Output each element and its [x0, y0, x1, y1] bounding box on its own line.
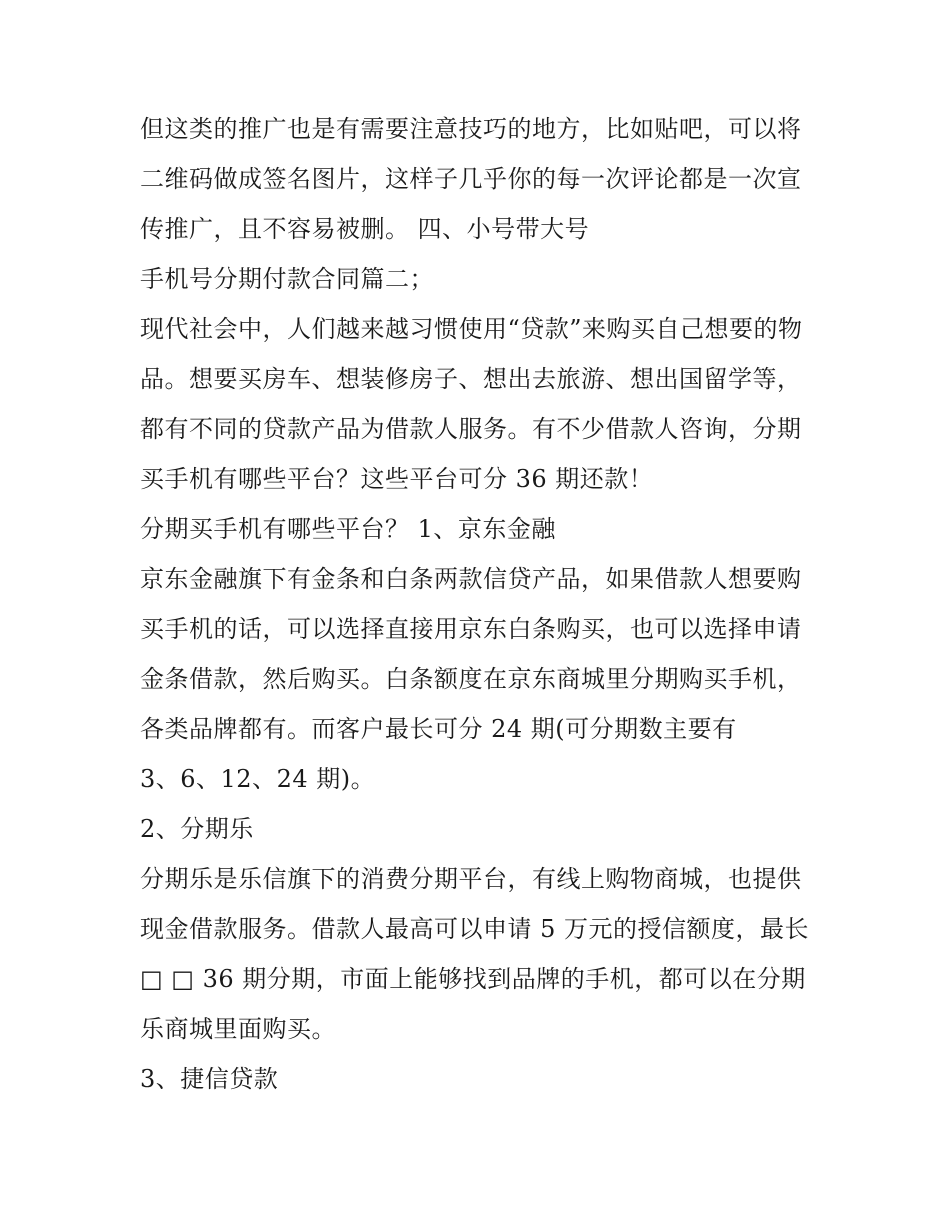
- text-line: □ □ 36 期分期，市面上能够找到品牌的手机，都可以在分期: [140, 965, 806, 993]
- text-line: 京东金融旗下有金条和白条两款信贷产品，如果借款人想要购: [140, 565, 802, 593]
- text-line: 买手机有哪些平台？这些平台可分 36 期还款！: [140, 465, 654, 493]
- text-line: 都有不同的贷款产品为借款人服务。有不少借款人咨询，分期: [140, 415, 802, 443]
- text-line: 3、6、12、24 期)。: [140, 765, 376, 793]
- text-line: 分期买手机有哪些平台？ 1、京东金融: [140, 515, 556, 543]
- text-line: 但这类的推广也是有需要注意技巧的地方，比如贴吧，可以将: [140, 115, 802, 143]
- text-line: 买手机的话，可以选择直接用京东白条购买，也可以选择申请: [140, 615, 802, 643]
- text-line: 品。想要买房车、想装修房子、想出去旅游、想出国留学等，: [140, 365, 802, 393]
- text-line: 分期乐是乐信旗下的消费分期平台，有线上购物商城，也提供: [140, 865, 802, 893]
- text-line: 二维码做成签名图片，这样子几乎你的每一次评论都是一次宣: [140, 165, 802, 193]
- text-line: 现代社会中，人们越来越习惯使用“贷款”来购买自己想要的物: [140, 315, 803, 343]
- text-line: 传推广，且不容易被删。 四、小号带大号: [140, 215, 590, 243]
- text-line: 各类品牌都有。而客户最长可分 24 期(可分期数主要有: [140, 715, 737, 743]
- text-line: 3、捷信贷款: [140, 1065, 279, 1093]
- section-heading: 手机号分期付款合同篇二；: [140, 265, 434, 293]
- text-line: 金条借款，然后购买。白条额度在京东商城里分期购买手机，: [140, 665, 802, 693]
- text-line: 现金借款服务。借款人最高可以申请 5 万元的授信额度，最长: [140, 915, 810, 943]
- text-line: 2、分期乐: [140, 815, 254, 843]
- text-line: 乐商城里面购买。: [140, 1015, 336, 1043]
